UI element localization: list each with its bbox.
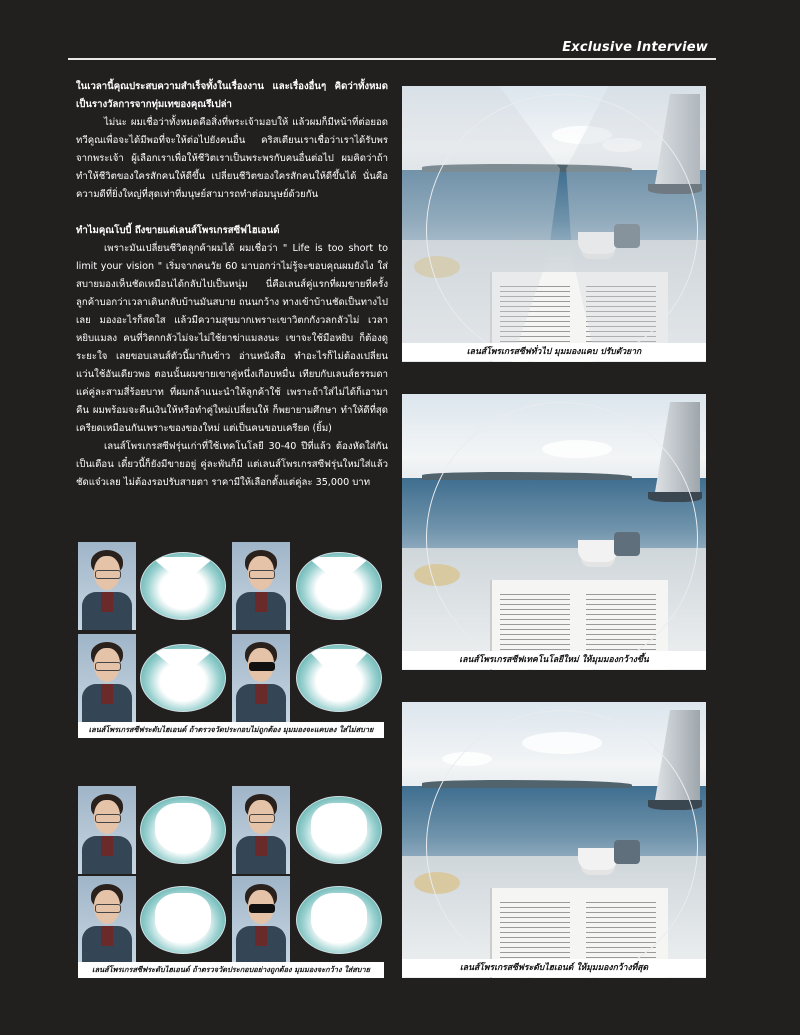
glasses <box>95 570 121 579</box>
answer-3: เลนส์โพรเกรสซีฟรุ่นเก่าที่ใช้เทคโนโลยี 30-40 ปีที่แล้ว ต้องหัดใส่กันเป็นเดือน เดี๋ยวนี้ก็ยังมีขายอยู่ คู่ละพันก็มี แต่เลนส์โพรเกรสซีฟรุ่นใหม่ใส่แล้วชัดแจ๋วเลย ไม่ต้องรอปรับสายตา ราคามีให้เลือกตั้งแต่คู่ละ 35,000 บาท <box>76 441 388 488</box>
section-label: Exclusive Interview <box>562 40 708 55</box>
shirt <box>101 926 113 946</box>
portrait <box>78 876 136 964</box>
clear-zone <box>155 893 211 943</box>
lens-outline <box>426 402 698 670</box>
shirt <box>255 592 267 612</box>
photo-caption-3: เลนส์โพรเกรสซีฟระดับไฮเอนด์ ให้มุมมองกว้างที่สุด <box>402 959 706 977</box>
lens-view-photo-new-tech <box>402 394 706 670</box>
lens-zone-diagram <box>140 644 226 712</box>
lens-zone-diagram <box>296 796 382 864</box>
clear-zone <box>155 803 211 853</box>
lens-view-photo-standard <box>402 86 706 362</box>
grid-caption-1: เลนส์โพรเกรสซีฟระดับไฮเอนด์ ถ้าตรวจวัดประกอบไม่ถูกต้อง มุมมองจะแคบลง ใส่ไม่สบาย <box>78 722 384 738</box>
sunglasses <box>249 904 275 913</box>
glasses <box>249 814 275 823</box>
photo-caption-2: เลนส์โพรเกรสซีฟเทคโนโลยีใหม่ ให้มุมมองกว้างขึ้น <box>402 651 706 669</box>
portrait <box>78 786 136 874</box>
article-body <box>76 78 388 492</box>
sunglasses <box>249 662 275 671</box>
portrait <box>78 634 136 722</box>
lens-zone-diagram <box>140 552 226 620</box>
lens-zone-diagram <box>296 644 382 712</box>
portrait <box>232 786 290 874</box>
clear-zone <box>307 557 371 591</box>
portrait <box>232 634 290 722</box>
shirt <box>101 592 113 612</box>
lens-zone-diagram <box>296 886 382 954</box>
clear-zone <box>151 557 215 591</box>
lens-view-photo-high-end <box>402 702 706 978</box>
clear-zone <box>307 649 371 683</box>
lens-outline <box>426 710 698 978</box>
glasses <box>95 814 121 823</box>
shirt <box>101 684 113 704</box>
shirt <box>101 836 113 856</box>
answer-1: ไม่นะ ผมเชื่อว่าทั้งหมดคือสิ่งที่พระเจ้ามอบให้ แล้วผมก็มีหน้าที่ต่อยอดทวีคูณเพื่อจะได้มีพอที่จะให้ต่อไปยังคนอื่น คริสเตียนเราเชื่อว่าเราได้รับพรจากพระเจ้า ผู้เลือกเราเพื่อให้ชีวิตเราเป็นพระพรกับคนอื่นต่อไป ผมคิดว่าถ้าทำให้ชีวิตของใครสักคนให้ดีขึ้น เปลี่ยนชีวิตของใครสักคนให้ดีขึ้นได้ นั่นคือความดีที่ยิ่งใหญ่ที่สุดเท่าที่มนุษย์สามารถทำต่อมนุษย์ด้วยกัน <box>76 117 388 200</box>
question-1: ในเวลานี้คุณประสบความสำเร็จทั้งในเรื่องงาน และเรื่องอื่นๆ คิดว่าทั้งหมดเป็นรางวัลการจากทุ่มเทของคุณรึเปล่า <box>76 81 388 110</box>
portrait <box>78 542 136 630</box>
shirt <box>255 684 267 704</box>
shirt <box>255 836 267 856</box>
portrait <box>232 876 290 964</box>
lens-zone-diagram <box>140 886 226 954</box>
lens-zone-diagram <box>296 552 382 620</box>
question-2: ทำไมคุณโบบี้ ถึงขายแต่เลนส์โพรเกรสซีฟไฮเอนด์ <box>76 225 280 236</box>
glasses <box>249 570 275 579</box>
grid-caption-2: เลนส์โพรเกรสซีฟระดับไฮเอนด์ ถ้าตรวจวัดประกอบอย่างถูกต้อง มุมมองจะกว้าง ใส่สบาย <box>78 962 384 978</box>
photo-caption-1: เลนส์โพรเกรสซีฟทั่วไป มุมมองแคบ ปรับตัวยาก <box>402 343 706 361</box>
paragraph-gap <box>76 204 388 222</box>
clear-zone <box>311 893 367 943</box>
clear-zone <box>311 803 367 853</box>
shirt <box>255 926 267 946</box>
header-rule <box>68 58 716 60</box>
portrait <box>232 542 290 630</box>
clear-zone <box>151 649 215 683</box>
answer-2: เพราะมันเปลี่ยนชีวิตลูกค้าผมได้ ผมเชื่อว่า " Life is too short to limit your vision " เริ่มจากคนวัย 60 มาบอกว่าไม่รู้จะขอบคุณผมยังไง ใส่สบายมองเห็นชัดเหมือนได้กลับไปเป็นหนุ่ม นี่คือเลนส์คู่แรกที่ผมขายที่ครั้งลูกค้าบอกว่าเวลาเดินกลับบ้านมันสบาย ถนนกว้าง ทางเข้าบ้านชัดเป็นทางไปเลย มองอะไรก็สดใส แล้วมีความสุขมากเพราะเขาวิตกกังวลกลัวไม่ เวลาหยิบแมลง คนที่วิตกกลัวไม่จะไม่ใช้ยาฆ่าแมลงนะ เขาจะใช้มือหยิบ ก็ต้องดูระยะใจ เลยขอบเลนส์ตัวนี้มากินข้าว อ่านหนังสือ ทำอะไรก็ไม่ต้องเปลี่ยนแว่นใช้อันเดียวพอ ตอนนั้นผมขายเขาคู่หนึ่งเกือบหมื่น เทียบกับเลนส์ธรรมดาแค่คู่ละสามสี่ร้อยบาท ที่ผมกล้าแนะนำให้ลูกค้าใช้ เพราะถ้าใส่ไม่ได้ก็เอามาคืน ผมพร้อมจะคืนเงินให้หรือทำคู่ใหม่เปลี่ยนให้ ก็พยายามศึกษา ทำให้ดีที่สุด เครียดเหมือนกันเพราะของของใหม่ แต่เป็นคนขอบเครียด (ยิ้ม) <box>76 243 388 434</box>
glasses <box>95 662 121 671</box>
lens-zone-diagram <box>140 796 226 864</box>
lens-outline <box>426 94 698 362</box>
glasses <box>95 904 121 913</box>
